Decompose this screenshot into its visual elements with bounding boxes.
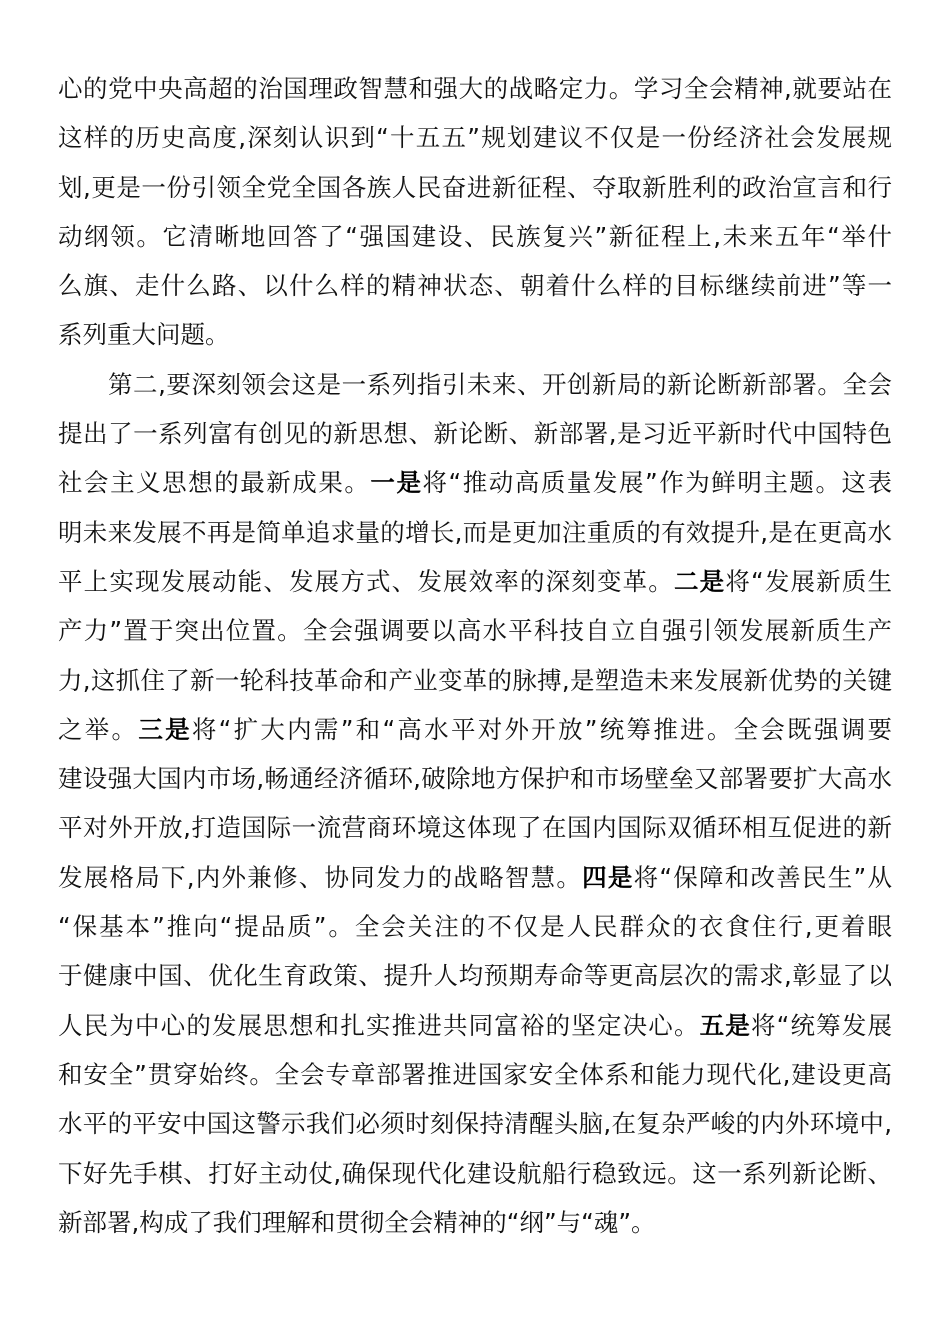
- text-line: [58, 460, 892, 509]
- text-line: [58, 1101, 892, 1150]
- text-run: 水平的平安中国这警示我们必须时刻保持清醒头脑,在复杂严峻的内外环境中,: [58, 1109, 892, 1139]
- text-run: 将“扩大内需”和“高水平对外开放”统筹推进。全会既强调要: [191, 714, 892, 744]
- text-run: 于健康中国、优化生育政策、提升人均预期寿命等更高层次的需求,彰显了以: [58, 961, 892, 991]
- text-line: [58, 953, 892, 1002]
- text-line: [58, 756, 892, 805]
- text-run: 第二,要深刻领会这是一系列指引未来、开创新局的新论断新部署。全会: [108, 369, 892, 399]
- text-line: [58, 707, 892, 756]
- text-line: [58, 115, 892, 164]
- text-line: [58, 362, 892, 411]
- text-run: 将“发展新质生: [725, 566, 893, 596]
- text-run: 划,更是一份引领全党全国各族人民奋进新征程、夺取新胜利的政治宣言和行: [58, 172, 892, 202]
- text-run: 社会主义思想的最新成果。: [58, 468, 371, 498]
- paragraph-1: [58, 66, 892, 362]
- text-line: [58, 312, 892, 361]
- text-line: [58, 411, 892, 460]
- bold-lead-text: 四是: [582, 862, 634, 892]
- text-run: 平对外开放,打造国际一流营商环境这体现了在国内国际双循环相互促进的新: [58, 813, 892, 843]
- text-line: [58, 214, 892, 263]
- text-run: 新部署,构成了我们理解和贯彻全会精神的“纲”与“魂”。: [58, 1207, 656, 1237]
- text-run: 之举。: [58, 714, 139, 744]
- text-run: 么旗、走什么路、以什么样的精神状态、朝着什么样的目标继续前进”等一: [58, 271, 892, 301]
- text-line: [58, 1052, 892, 1101]
- text-line: [58, 1200, 892, 1249]
- text-run: “保基本”推向“提品质”。全会关注的不仅是人民群众的衣食住行,更着眼: [58, 912, 892, 942]
- text-run: 力,这抓住了新一轮科技革命和产业变革的脉搏,是塑造未来发展新优势的关键: [58, 665, 892, 695]
- text-line: [58, 855, 892, 904]
- paragraph-2: [58, 362, 892, 1249]
- text-run: 平上实现发展动能、发展方式、发展效率的深刻变革。: [58, 566, 674, 596]
- text-line: [58, 559, 892, 608]
- text-run: 提出了一系列富有创见的新思想、新论断、新部署,是习近平新时代中国特色: [58, 419, 892, 449]
- bold-lead-text: 五是: [699, 1010, 751, 1040]
- bold-lead-text: 一是: [370, 468, 423, 498]
- bold-lead-text: 三是: [138, 714, 192, 744]
- text-line: [58, 263, 892, 312]
- text-run: 产力”置于突出位置。全会强调要以高水平科技自立自强引领发展新质生产: [58, 616, 892, 646]
- text-run: 发展格局下,内外兼修、协同发力的战略智慧。: [58, 862, 583, 892]
- text-run: 将“统筹发展: [750, 1010, 893, 1040]
- text-line: [58, 658, 892, 707]
- text-run: 明未来发展不再是简单追求量的增长,而是更加注重质的有效提升,是在更高水: [58, 517, 892, 547]
- text-line: [58, 608, 892, 657]
- text-run: 下好先手棋、打好主动仗,确保现代化建设航船行稳致远。这一系列新论断、: [58, 1158, 892, 1188]
- text-line: [58, 165, 892, 214]
- text-run: 人民为中心的发展思想和扎实推进共同富裕的坚定决心。: [58, 1010, 700, 1040]
- text-line: [58, 805, 892, 854]
- text-line: [58, 904, 892, 953]
- bold-lead-text: 二是: [673, 566, 726, 596]
- text-run: 心的党中央高超的治国理政智慧和强大的战略定力。学习全会精神,就要站在: [58, 74, 892, 103]
- text-line: [58, 1003, 892, 1052]
- text-line: [58, 1151, 892, 1200]
- text-line: [58, 66, 892, 115]
- text-run: 系列重大问题。: [58, 320, 230, 350]
- text-run: 和安全”贯穿始终。全会专章部署推进国家安全体系和能力现代化,建设更高: [58, 1059, 892, 1089]
- text-run: 将“推动高质量发展”作为鲜明主题。这表: [422, 468, 893, 498]
- text-run: 这样的历史高度,深刻认识到“十五五”规划建议不仅是一份经济社会发展规: [58, 123, 892, 153]
- text-run: 动纲领。它清晰地回答了“强国建设、民族复兴”新征程上,未来五年“举什: [58, 221, 892, 251]
- text-run: 建设强大国内市场,畅通经济循环,破除地方保护和市场壁垒又部署要扩大高水: [58, 764, 892, 794]
- document-page: [58, 66, 892, 1249]
- text-run: 将“保障和改善民生”从: [633, 862, 892, 892]
- text-line: [58, 510, 892, 559]
